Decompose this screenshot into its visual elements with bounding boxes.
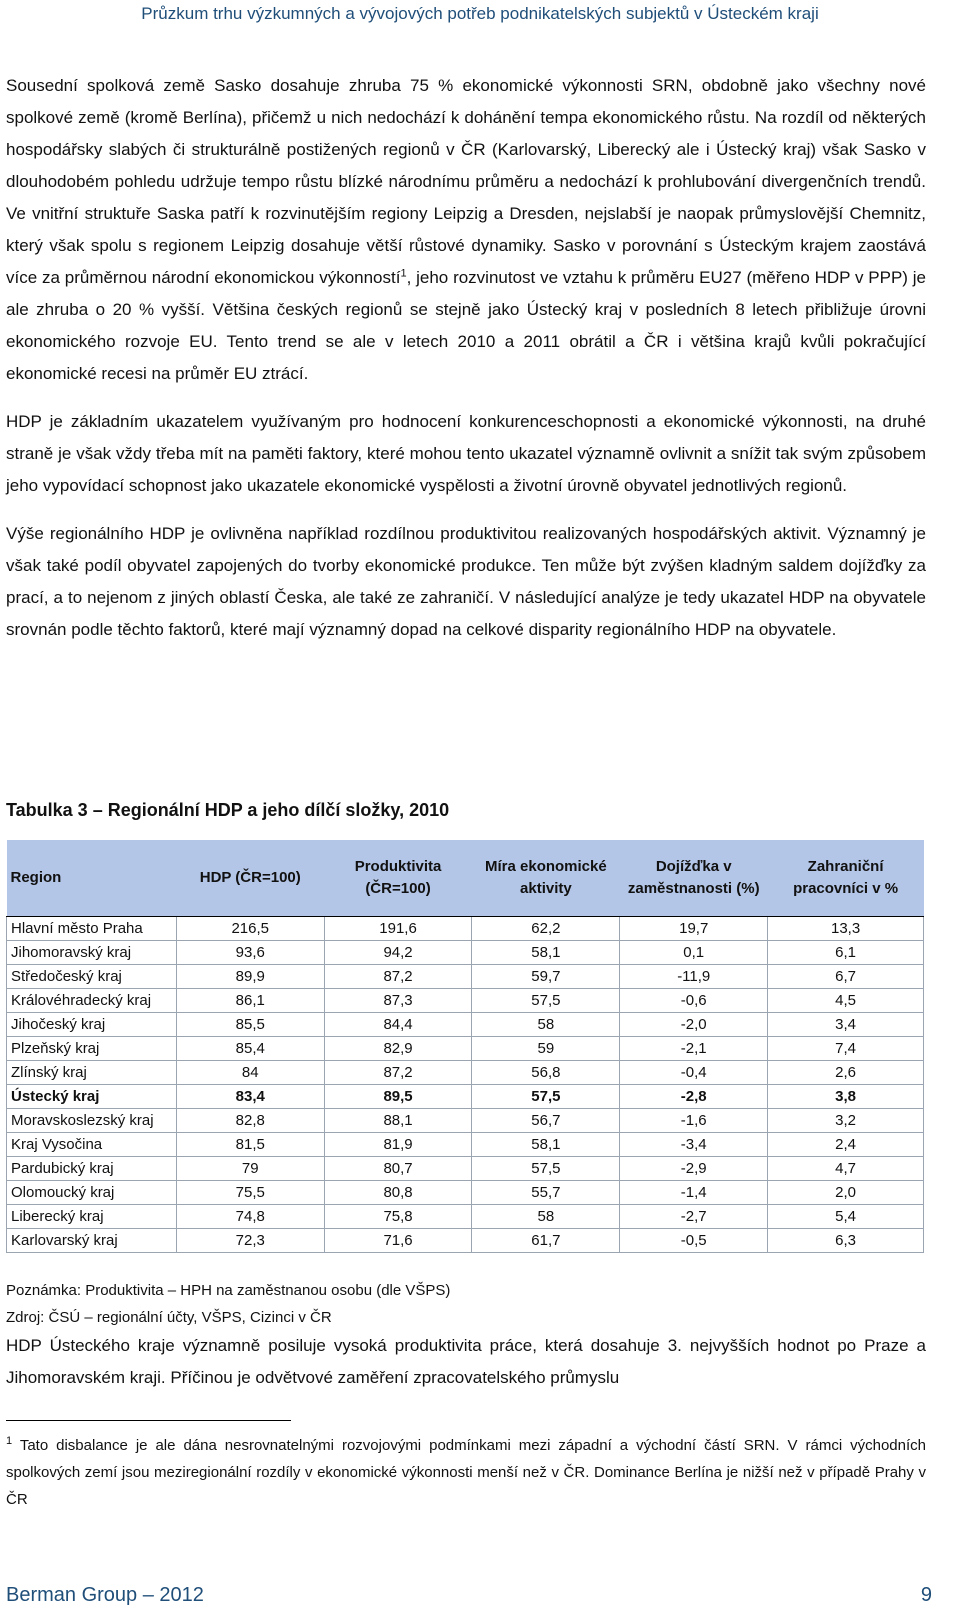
table-cell-value: -0,6 <box>620 989 768 1013</box>
table-cell-value: 80,7 <box>324 1157 472 1181</box>
table-cell-value: 58,1 <box>472 941 620 965</box>
table-cell-value: 3,8 <box>768 1085 924 1109</box>
table-cell-value: 83,4 <box>176 1085 324 1109</box>
table-cell-value: 56,7 <box>472 1109 620 1133</box>
table-source: Zdroj: ČSÚ – regionální účty, VŠPS, Cizinci v ČR <box>6 1309 332 1326</box>
table-row <box>7 1181 924 1205</box>
table-cell-value: -1,4 <box>620 1181 768 1205</box>
table-row <box>7 1133 924 1157</box>
table-cell-value: 2,6 <box>768 1061 924 1085</box>
table-cell-value: 55,7 <box>472 1181 620 1205</box>
table-cell-value: 74,8 <box>176 1205 324 1229</box>
table-cell-value: 59 <box>472 1037 620 1061</box>
table-cell-value: 3,2 <box>768 1109 924 1133</box>
table-cell-value: 5,4 <box>768 1205 924 1229</box>
table-cell-value: 93,6 <box>176 941 324 965</box>
paragraph-3: Výše regionálního HDP je ovlivněna například rozdílnou produktivitou realizovaných hospodářských aktivit. Významný je však také podíl obyvatel zapojených do tvorby ekonomické produkce. Ten může být zvýšen kladným saldem dojížďky za prací, a to nejenom z jiných oblastí Česka, ale také ze zahraničí. V následující analýze je tedy ukazatel HDP na obyvatele srovnán podle těchto faktorů, které mají významný dopad na celkové disparity regionálního HDP na obyvatele. <box>6 524 926 639</box>
table-cell-value: -2,9 <box>620 1157 768 1181</box>
table-cell-value: 71,6 <box>324 1229 472 1253</box>
paragraph-4: HDP Ústeckého kraje významně posiluje vysoká produktivita práce, která dosahuje 3. nejvyšších hodnot po Praze a Jihomoravském kraji. Příčinou je odvětvové zaměření zpracovatelského průmyslu <box>6 1336 926 1387</box>
table-cell-value: 58 <box>472 1205 620 1229</box>
table-cell-region: Hlavní město Praha <box>7 917 177 941</box>
paragraph-1-part-2: , jeho rozvinutost ve vztahu k průměru EU27 (měřeno HDP v PPP) je ale zhruba o 20 % vyšší. Většina českých regionů se stejně jako Ústecký kraj v posledních 8 letech přibližuje úrovni ekonomického rozvoje EU. Tento trend se ale v letech 2010 a 2011 obrátil a ČR i většina krajů kvůli pokračující ekonomické recesi na průměr EU ztrácí. <box>6 268 926 383</box>
table-cell-value: 2,0 <box>768 1181 924 1205</box>
footnote <box>6 1432 926 1513</box>
column-header-region: Region <box>7 840 177 917</box>
column-header-foreign-workers: Zahraniční pracovníci v % <box>768 840 924 917</box>
table-row <box>7 1013 924 1037</box>
table-cell-value: 62,2 <box>472 917 620 941</box>
table-cell-value: 84 <box>176 1061 324 1085</box>
table-cell-value: 85,4 <box>176 1037 324 1061</box>
column-header-commuting: Dojížďka v zaměstnanosti (%) <box>620 840 768 917</box>
table-cell-value: 56,8 <box>472 1061 620 1085</box>
paragraph-1 <box>6 70 926 390</box>
table-cell-value: 4,7 <box>768 1157 924 1181</box>
table-body <box>7 917 924 1253</box>
column-header-activity-rate: Míra ekonomické aktivity <box>472 840 620 917</box>
table-header-row <box>7 840 924 917</box>
footnote-reference[interactable]: 1 <box>400 267 407 280</box>
paragraph-2: HDP je základním ukazatelem využívaným pro hodnocení konkurenceschopnosti a ekonomické výkonnosti, na druhé straně je však vždy třeba mít na paměti faktory, které mohou tento ukazatel významně ovlivnit a snížit tak svým způsobem jeho vypovídací schopnost jako ukazatele ekonomické vyspělosti a životní úrovně obyvatel jednotlivých regionů. <box>6 412 926 495</box>
table-cell-value: 81,5 <box>176 1133 324 1157</box>
table-cell-region: Ústecký kraj <box>7 1085 177 1109</box>
table-cell-value: 6,7 <box>768 965 924 989</box>
table-cell-value: 216,5 <box>176 917 324 941</box>
table-cell-value: 87,2 <box>324 965 472 989</box>
table-notes <box>6 1277 450 1331</box>
regional-gdp-table <box>6 840 924 1253</box>
table-cell-value: -2,7 <box>620 1205 768 1229</box>
table-cell-value: -2,8 <box>620 1085 768 1109</box>
table-cell-value: -0,5 <box>620 1229 768 1253</box>
table-cell-value: 80,8 <box>324 1181 472 1205</box>
table-cell-value: 88,1 <box>324 1109 472 1133</box>
table-cell-region: Jihočeský kraj <box>7 1013 177 1037</box>
table-cell-value: -0,4 <box>620 1061 768 1085</box>
footer-company: Berman Group – 2012 <box>6 1584 204 1606</box>
table-cell-region: Moravskoslezský kraj <box>7 1109 177 1133</box>
table-cell-value: -3,4 <box>620 1133 768 1157</box>
table-cell-value: -2,1 <box>620 1037 768 1061</box>
paragraph-1-part-1: Sousední spolková země Sasko dosahuje zhruba 75 % ekonomické výkonnosti SRN, obdobně jako všechny nové spolkové země (kromě Berlína), přičemž u nich nedochází k dohánění tempa ekonomického růstu. Na rozdíl od některých hospodářsky slabých či strukturálně postižených regionů v ČR (Karlovarský, Liberecký ale i Ústecký kraj) však Sasko v dlouhodobém pohledu udržuje tempo růstu blízké národnímu průměru a nedochází k prohlubování divergenčních trendů. Ve vnitřní struktuře Saska patří k rozvinutějším regiony Leipzig a Dresden, nejslabší je naopak průmyslovější Chemnitz, který však spolu s regionem Leipzig dosahuje větší růstové dynamiky. Sasko v porovnání s Ústeckým krajem zaostává více za průměrnou národní ekonomickou výkonností <box>6 76 926 287</box>
table-row <box>7 1205 924 1229</box>
table-cell-value: 89,9 <box>176 965 324 989</box>
table-row <box>7 917 924 941</box>
table-row <box>7 1061 924 1085</box>
table-row <box>7 1229 924 1253</box>
table-cell-value: 19,7 <box>620 917 768 941</box>
table-cell-value: 75,8 <box>324 1205 472 1229</box>
table-cell-value: 84,4 <box>324 1013 472 1037</box>
table-note: Poznámka: Produktivita – HPH na zaměstnanou osobu (dle VŠPS) <box>6 1282 451 1299</box>
table-row <box>7 989 924 1013</box>
table-cell-value: 4,5 <box>768 989 924 1013</box>
body-text <box>6 70 926 662</box>
table-cell-value: -1,6 <box>620 1109 768 1133</box>
page-header-title: Průzkum trhu výzkumných a vývojových potřeb podnikatelských subjektů v Ústeckém kraji <box>141 4 819 23</box>
table-cell-value: 57,5 <box>472 989 620 1013</box>
table-cell-region: Středočeský kraj <box>7 965 177 989</box>
table-cell-region: Plzeňský kraj <box>7 1037 177 1061</box>
table-cell-region: Karlovarský kraj <box>7 1229 177 1253</box>
table-title: Tabulka 3 – Regionální HDP a jeho dílčí složky, 2010 <box>6 800 450 820</box>
table-cell-value: 89,5 <box>324 1085 472 1109</box>
table-cell-value: 0,1 <box>620 941 768 965</box>
table-row <box>7 1085 924 1109</box>
page-number: 9 <box>920 1584 932 1606</box>
table-cell-value: 87,3 <box>324 989 472 1013</box>
table-row <box>7 1037 924 1061</box>
table-cell-value: 87,2 <box>324 1061 472 1085</box>
table-cell-value: 6,1 <box>768 941 924 965</box>
table-cell-value: 3,4 <box>768 1013 924 1037</box>
footnote-text: Tato disbalance je ale dána nesrovnatelnými rozvojovými podmínkami mezi západní a východní částí SRN. V rámci východních spolkových zemí jsou meziregionální rozdíly v ekonomické výkonnosti menší než v ČR. Dominance Berlína je nižší než v případě Prahy v ČR <box>6 1437 926 1508</box>
table-cell-value: 82,9 <box>324 1037 472 1061</box>
table-cell-region: Liberecký kraj <box>7 1205 177 1229</box>
table-cell-region: Zlínský kraj <box>7 1061 177 1085</box>
table-cell-value: 7,4 <box>768 1037 924 1061</box>
table-cell-value: 58,1 <box>472 1133 620 1157</box>
column-header-hdp: HDP (ČR=100) <box>176 840 324 917</box>
table-cell-region: Královéhradecký kraj <box>7 989 177 1013</box>
table-cell-value: 75,5 <box>176 1181 324 1205</box>
table-cell-value: 59,7 <box>472 965 620 989</box>
table-row <box>7 1109 924 1133</box>
table-cell-value: 191,6 <box>324 917 472 941</box>
table-cell-value: 2,4 <box>768 1133 924 1157</box>
footnote-divider <box>6 1420 291 1421</box>
table-row <box>7 1157 924 1181</box>
table-cell-value: 82,8 <box>176 1109 324 1133</box>
table-row <box>7 941 924 965</box>
table-cell-value: 72,3 <box>176 1229 324 1253</box>
table-cell-value: 85,5 <box>176 1013 324 1037</box>
table-cell-value: -11,9 <box>620 965 768 989</box>
table-cell-value: -2,0 <box>620 1013 768 1037</box>
table-cell-region: Kraj Vysočina <box>7 1133 177 1157</box>
footnote-mark: 1 <box>6 1435 13 1447</box>
table-cell-value: 6,3 <box>768 1229 924 1253</box>
table-cell-value: 13,3 <box>768 917 924 941</box>
table-cell-region: Jihomoravský kraj <box>7 941 177 965</box>
table-row <box>7 965 924 989</box>
table-cell-value: 94,2 <box>324 941 472 965</box>
table-cell-value: 86,1 <box>176 989 324 1013</box>
table-cell-value: 81,9 <box>324 1133 472 1157</box>
table-cell-value: 57,5 <box>472 1085 620 1109</box>
table-cell-value: 61,7 <box>472 1229 620 1253</box>
table-cell-region: Pardubický kraj <box>7 1157 177 1181</box>
table-cell-value: 58 <box>472 1013 620 1037</box>
table-cell-value: 79 <box>176 1157 324 1181</box>
table-cell-region: Olomoucký kraj <box>7 1181 177 1205</box>
table-cell-value: 57,5 <box>472 1157 620 1181</box>
column-header-productivity: Produktivita (ČR=100) <box>324 840 472 917</box>
